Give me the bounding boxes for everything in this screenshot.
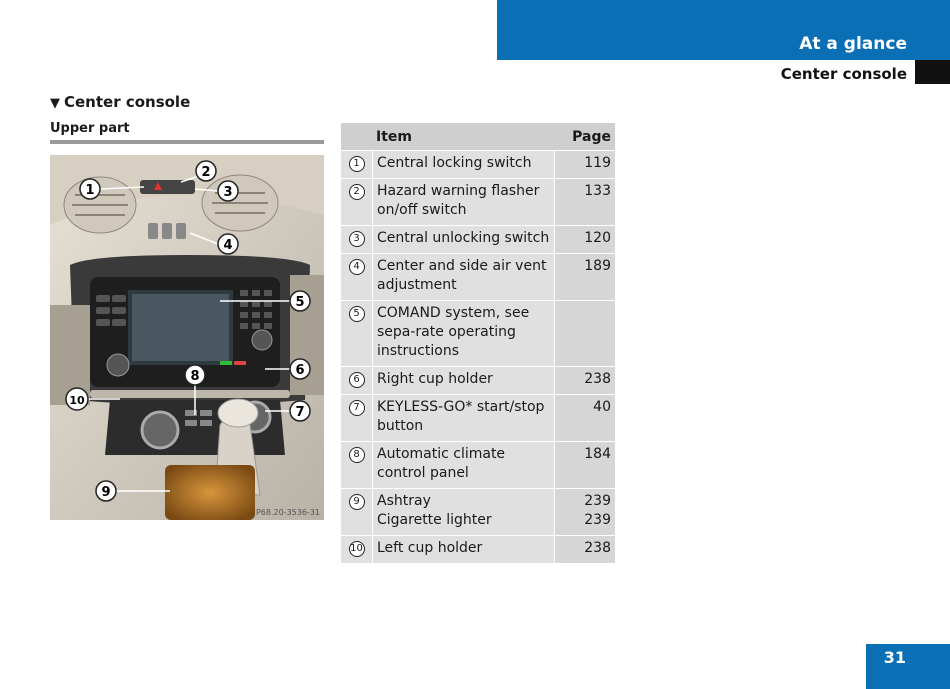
item-page bbox=[554, 489, 615, 535]
item-label: KEYLESS-GO* start/stop button bbox=[372, 395, 554, 441]
photo-code: P68.20-3536-31 bbox=[255, 508, 320, 517]
item-page: 120 bbox=[554, 226, 615, 253]
table-row bbox=[341, 150, 615, 178]
item-number: 5 bbox=[349, 306, 365, 322]
item-page: 238 bbox=[554, 536, 615, 563]
item-label bbox=[372, 489, 554, 535]
callout-4: 4 bbox=[223, 238, 233, 253]
item-number: 6 bbox=[349, 372, 365, 388]
item-label: Central unlocking switch bbox=[372, 226, 554, 253]
header-item: Item bbox=[376, 128, 412, 145]
section-title bbox=[50, 93, 190, 111]
item-number: 9 bbox=[349, 494, 365, 510]
table-row bbox=[341, 366, 615, 394]
item-label: Left cup holder bbox=[372, 536, 554, 563]
item-number: 8 bbox=[349, 447, 365, 463]
section-title-text: Center console bbox=[64, 93, 191, 111]
item-number: 2 bbox=[349, 184, 365, 200]
callout-1: 1 bbox=[85, 183, 95, 198]
item-table bbox=[341, 123, 615, 563]
table-row bbox=[341, 253, 615, 300]
item-label-line: Cigarette lighter bbox=[377, 512, 492, 528]
page-number: 31 bbox=[883, 648, 906, 667]
section-heading: Center console bbox=[780, 65, 907, 83]
item-page-line: 239 bbox=[584, 512, 611, 528]
item-page: 238 bbox=[554, 367, 615, 394]
callout-5: 5 bbox=[295, 295, 305, 310]
item-label: Center and side air vent adjustment bbox=[372, 254, 554, 300]
table-row bbox=[341, 535, 615, 563]
header-page: Page bbox=[572, 128, 611, 145]
table-row bbox=[341, 441, 615, 488]
item-number: 1 bbox=[349, 156, 365, 172]
table-row bbox=[341, 488, 615, 535]
item-page: 40 bbox=[554, 395, 615, 441]
item-page-line: 239 bbox=[584, 493, 611, 509]
item-number: 3 bbox=[349, 231, 365, 247]
callout-9: 9 bbox=[101, 485, 111, 500]
item-label: Central locking switch bbox=[372, 151, 554, 178]
callout-7: 7 bbox=[295, 405, 305, 420]
item-label: Automatic climate control panel bbox=[372, 442, 554, 488]
table-row bbox=[341, 178, 615, 225]
chapter-title: At a glance bbox=[799, 34, 907, 54]
item-number: 10 bbox=[349, 541, 365, 557]
table-row bbox=[341, 225, 615, 253]
item-label: COMAND system, see sepa-rate operating instructions bbox=[372, 301, 554, 366]
callout-10: 10 bbox=[69, 394, 85, 407]
item-label: Hazard warning flasher on/off switch bbox=[372, 179, 554, 225]
item-label-line: Ashtray bbox=[377, 493, 431, 509]
item-number: 7 bbox=[349, 400, 365, 416]
callout-6: 6 bbox=[295, 363, 305, 378]
subsection-title: Upper part bbox=[50, 121, 130, 136]
table-header bbox=[341, 123, 615, 150]
triangle-down-icon: ▼ bbox=[50, 96, 60, 111]
item-number: 4 bbox=[349, 259, 365, 275]
page-number-badge bbox=[866, 644, 950, 689]
callout-8: 8 bbox=[190, 369, 200, 384]
table-row bbox=[341, 300, 615, 366]
item-page: 119 bbox=[554, 151, 615, 178]
item-label: Right cup holder bbox=[372, 367, 554, 394]
header-tab-marker bbox=[915, 60, 950, 84]
item-page: 133 bbox=[554, 179, 615, 225]
console-illustration bbox=[50, 155, 324, 520]
callout-2: 2 bbox=[201, 165, 211, 180]
item-page: 184 bbox=[554, 442, 615, 488]
divider bbox=[50, 140, 324, 144]
item-page bbox=[554, 301, 615, 366]
console-photo bbox=[50, 155, 324, 520]
callout-3: 3 bbox=[223, 185, 233, 200]
table-row bbox=[341, 394, 615, 441]
item-page: 189 bbox=[554, 254, 615, 300]
